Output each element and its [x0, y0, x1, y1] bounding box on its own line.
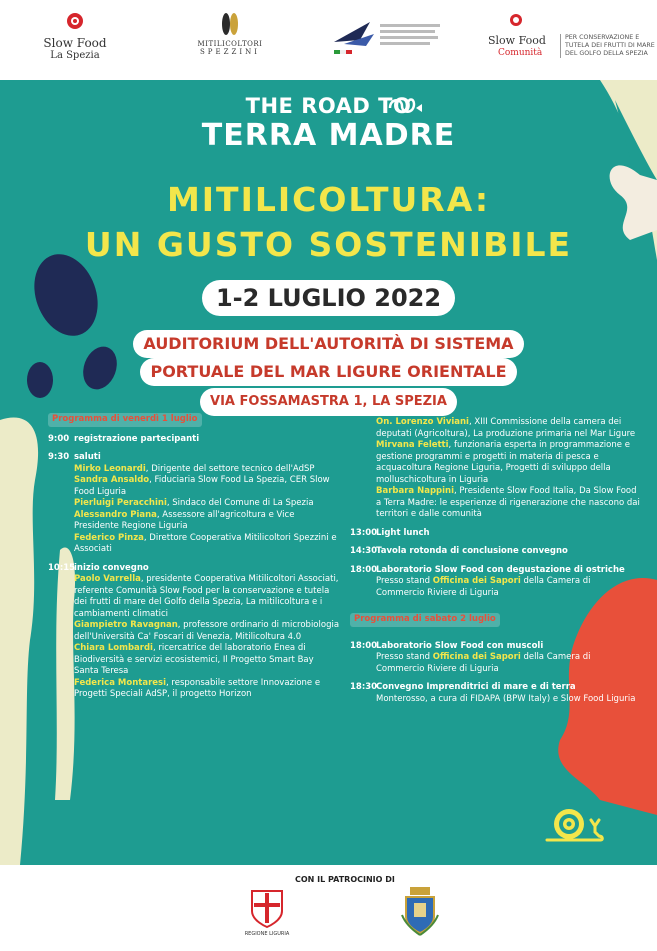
speaker [350, 417, 640, 440]
venue-line2: PORTUALE DEL MAR LIGURE ORIENTALE [140, 358, 516, 386]
speaker-name: Giampietro Ravagnan [74, 620, 178, 630]
event-poster [0, 80, 657, 865]
cream-seaweed [0, 418, 38, 866]
logo4-text: PER CONSERVAZIONE E TUTELA DEI FRUTTI DI MARE DEL GOLFO DELLA SPEZIA [560, 34, 657, 58]
speaker-name: Federico Pinza [74, 532, 144, 543]
speaker-role: , funzionaria esperta in programmazione e gestione programmi e progetti in materia di pesca e acquacoltura Regione Liguria, Progetti di sviluppo della molluschicoltura in Liguria [376, 440, 630, 485]
location-text [350, 652, 640, 675]
location-name: Officina dei Sapori [432, 576, 521, 586]
region-label: REGIONE LIGURIA [244, 931, 290, 937]
speaker-name: Federica Montaresi [74, 677, 166, 688]
schedule-item [48, 434, 340, 446]
logo2-line1: MITILICOLTORI [197, 40, 263, 48]
speaker [350, 440, 640, 486]
speaker [48, 678, 340, 701]
title-line1: MITILICOLTURA: [166, 180, 491, 219]
time-label: 18:00 [350, 640, 378, 651]
speaker-role: , Direttore Cooperativa Mitilicoltori Spezzini e Associati [74, 532, 337, 554]
speaker-role: , presidente Cooperativa Mitilicoltori Associati, referente Comunità Slow Food per la conservazione e tutela dei frutti di mare del Golfo della Spezia, La mitilicoltura e i cambiamenti climatici [74, 574, 339, 619]
item-title: Laboratorio Slow Food con degustazione di ostriche [376, 564, 625, 575]
program-right-column [350, 417, 640, 705]
snail-illustration-icon [545, 802, 605, 846]
schedule-item [48, 452, 340, 464]
time-label: 9:30 [48, 452, 70, 462]
sponsor-header [0, 0, 657, 80]
location-post: della Camera di Commercio Riviere di Liguria [376, 576, 591, 598]
speaker [350, 486, 640, 521]
speaker [48, 475, 340, 498]
port-authority-emblem-icon [330, 12, 450, 56]
snail-icon-small [508, 12, 524, 28]
speaker [48, 574, 340, 620]
location-name: Officina dei Sapori [432, 652, 521, 662]
speaker [48, 510, 340, 533]
speaker [48, 643, 340, 678]
location-text [350, 694, 640, 706]
program-friday-column [48, 413, 340, 701]
patronage-label: CON IL PATROCINIO DI [295, 875, 395, 884]
logo2-line2: SPEZZINI [200, 48, 260, 56]
speaker-role: , XIII Commissione della camera dei deputati (Agricoltura), La produzione primaria nel Mar Ligure [376, 417, 636, 439]
schedule-item [350, 565, 640, 577]
speaker-role: , ricercatrice del laboratorio Enea di Biodiversità e servizi ecosistemici, Il Progetto Smart Bay Santa Teresa [74, 643, 314, 676]
speaker-name: Barbara Nappini [376, 486, 455, 496]
logo4-line1: Slow Food [488, 34, 546, 47]
speaker-name: On. Lorenzo Viviani [376, 417, 469, 427]
item-title: saluti [74, 452, 101, 462]
time-label: 10:15 [48, 562, 76, 573]
speaker-name: Mirvana Feletti [376, 440, 449, 450]
item-title: Tavola rotonda di conclusione convegno [376, 546, 568, 556]
item-title: Light lunch [376, 527, 430, 538]
speaker-role: , Assessore all'agricoltura e Vice Presidente Regione Liguria [74, 509, 295, 531]
location-text [350, 576, 640, 599]
time-label: 18:30 [350, 682, 378, 692]
speaker-name: Chiara Lombardi [74, 643, 153, 653]
venue-line3: VIA FOSSAMASTRA 1, LA SPEZIA [200, 388, 457, 416]
schedule-item [350, 682, 640, 694]
venue-line1: AUDITORIUM DELL'AUTORITÀ DI SISTEMA [133, 330, 523, 358]
snail-icon [64, 12, 86, 32]
date-badge: 1-2 LUGLIO 2022 [202, 280, 455, 316]
road-loop-icon [386, 94, 426, 116]
venue-block [0, 330, 657, 416]
speaker [48, 533, 340, 556]
speaker-role: , responsabile settore Innovazione e Progetti Speciali AdSP, il progetto Horizon [74, 677, 321, 699]
logo1-line1: Slow Food [43, 36, 107, 50]
speaker-name: Mirko Leonardi [74, 463, 146, 474]
slow-food-la-spezia-logo [30, 12, 120, 61]
speaker-role: , Fiduciaria Slow Food La Spezia, CER Slow Food Liguria [74, 475, 330, 497]
time-label: 13:00 [350, 527, 378, 538]
section-friday: Programma di venerdì 1 luglio [48, 413, 202, 427]
location-post: della Camera di Commercio Riviere di Liguria [376, 652, 591, 674]
speaker-name: Paolo Varrella [74, 574, 141, 584]
item-title: Convegno Imprenditrici di mare e di terra [376, 682, 576, 692]
item-title: Laboratorio Slow Food con muscoli [376, 640, 544, 651]
time-label: 18:00 [350, 564, 378, 575]
port-authority-logo [330, 12, 450, 60]
schedule-item [350, 528, 640, 540]
speaker-role: , Sindaco del Comune di La Spezia [166, 498, 314, 508]
speaker-name: Alessandro Piana [74, 509, 157, 520]
speaker-role: , Presidente Slow Food Italia, Da Slow Food a Terra Madre: le esperienze di rigenerazione che nascono dai territori e dalle comunità [376, 486, 640, 519]
logo4-line2: Comunità [498, 48, 543, 58]
speaker [48, 498, 340, 510]
time-label: 9:00 [48, 433, 70, 444]
speaker-role: , Dirigente del settore tecnico dell'AdSP [145, 463, 315, 474]
mussel-icon [219, 12, 241, 36]
terra-madre-label: TERRA MADRE [201, 118, 456, 153]
date-badge-wrap [0, 280, 657, 316]
road-to-label: THE ROAD TO [245, 94, 412, 118]
speaker-role: , professore ordinario di microbiologia dell'Università Ca' Foscari di Venezia, Mitilicoltura 4.0 [74, 620, 340, 642]
speaker [48, 464, 340, 476]
time-label: 14:30 [350, 546, 378, 556]
location-pre: Presso stand [376, 576, 433, 586]
patronage-footer [0, 865, 657, 951]
speaker-name: Pierluigi Peracchini [74, 498, 167, 508]
municipal-crest-icon [400, 885, 440, 937]
speaker-name: Sandra Ansaldo [74, 475, 150, 485]
section-saturday: Programma di sabato 2 luglio [350, 613, 500, 627]
title-line2: UN GUSTO SOSTENIBILE [84, 225, 573, 264]
schedule-item [350, 546, 640, 558]
item-title: inizio convegno [74, 562, 149, 573]
item-title: registrazione partecipanti [74, 433, 200, 444]
schedule-item [350, 641, 640, 653]
event-detail: Monterosso, a cura di FIDAPA (BPW Italy) e Slow Food Liguria [376, 693, 636, 704]
speaker [48, 620, 340, 643]
location-pre: Presso stand [376, 652, 433, 662]
schedule-item [48, 563, 340, 575]
mitilicoltori-spezzini-logo [180, 12, 280, 56]
logo1-line2: La Spezia [50, 50, 100, 61]
regione-liguria-crest-icon [250, 889, 284, 929]
